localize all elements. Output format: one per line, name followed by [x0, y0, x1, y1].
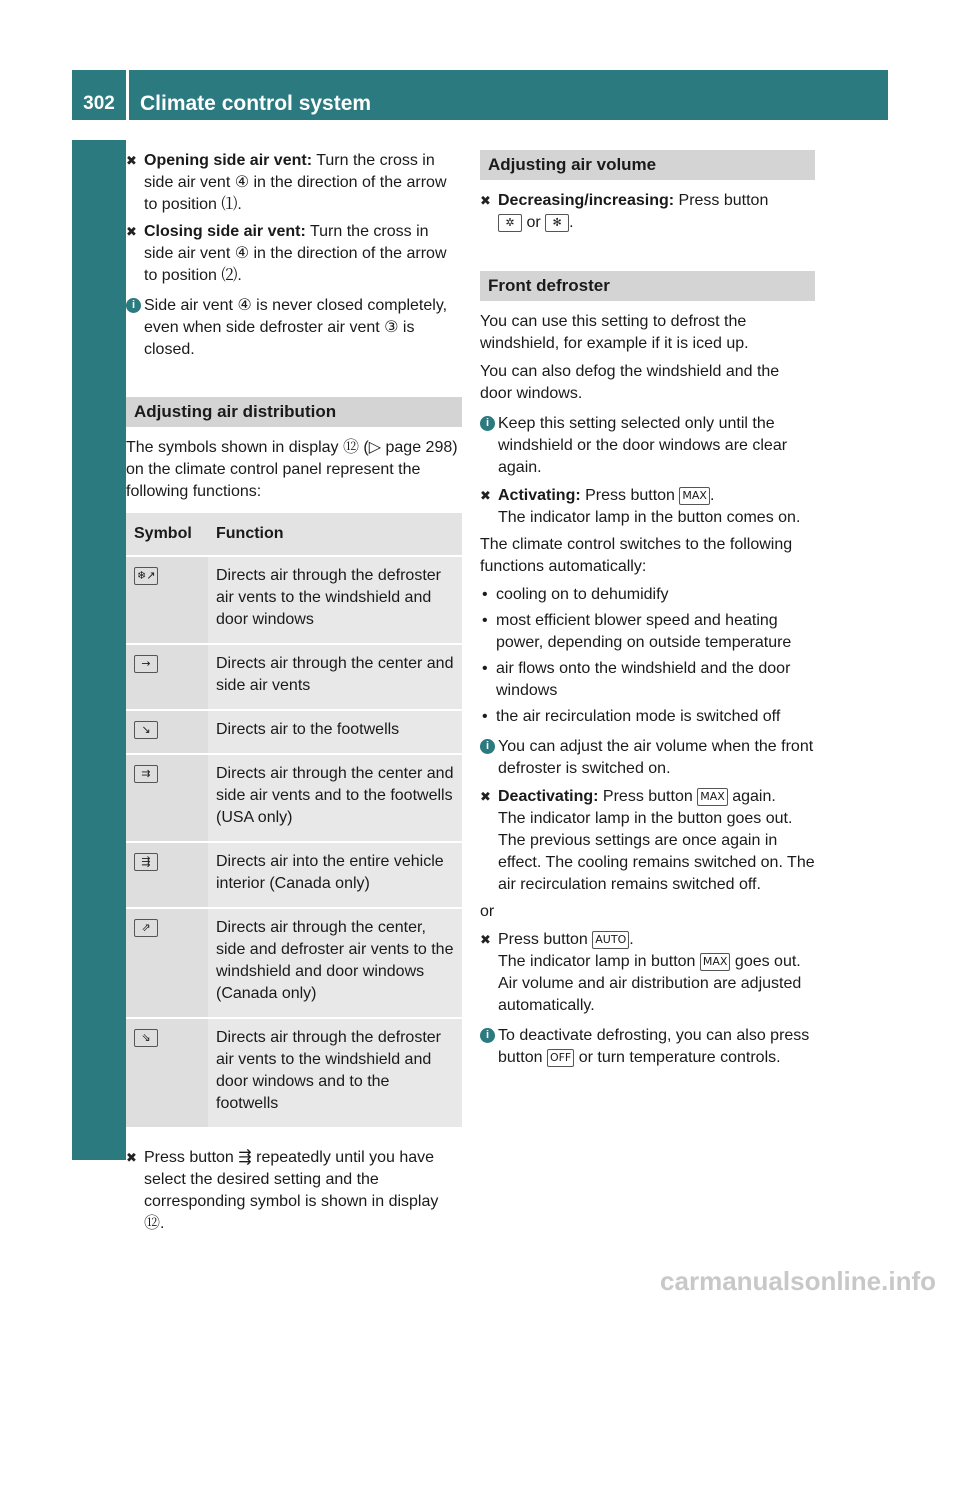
table-row	[126, 645, 462, 709]
step-arrow-icon: ✖	[480, 932, 491, 947]
info-text: or turn temperature controls.	[574, 1049, 781, 1066]
symbol-cell	[126, 557, 208, 643]
table-header-symbol: Symbol	[126, 513, 208, 555]
function-cell: Directs air through the center, side and defroster air vents to the windshield and door windows (Canada only)	[208, 909, 462, 1017]
list-item	[480, 706, 815, 728]
table-row	[126, 843, 462, 907]
section-heading-air-volume: Adjusting air volume	[480, 150, 815, 180]
step-auto: ✖ Press button AUTO . The indicator lamp in button MAX goes out. Air volume and air distribution are adjusted automatically.	[480, 931, 802, 1014]
list-item-text: cooling on to dehumidify	[496, 586, 669, 603]
symbol-cell	[126, 755, 208, 841]
info-note	[480, 1025, 815, 1069]
air-distribution-icon: ⇉	[134, 765, 158, 783]
auto-button-icon: AUTO	[592, 931, 629, 949]
off-button-icon: OFF	[547, 1049, 574, 1067]
step-text: again.	[727, 788, 776, 805]
or-text: or	[526, 214, 541, 231]
air-distribution-icon: ⇗	[134, 919, 158, 937]
side-tab-label: Controls in detail	[86, 1332, 111, 1512]
step-subtext: The indicator lamp in the button goes out. The previous settings are once again in effect. The cooling remains switched on. The air recirculation remains switched off.	[498, 810, 815, 893]
paragraph: You can use this setting to defrost the windshield, for example if it is iced up.	[480, 313, 749, 352]
table-row	[126, 1019, 462, 1127]
list-item-text: air flows onto the windshield and the door windows	[496, 660, 791, 699]
step-bold: Closing side air vent:	[144, 223, 306, 240]
step-arrow-icon: ✖	[126, 153, 137, 168]
info-note	[480, 736, 815, 780]
symbol-cell	[126, 843, 208, 907]
table-header-function: Function	[208, 513, 462, 555]
info-icon: i	[480, 739, 495, 754]
air-distribution-icon: ⇘	[134, 1029, 158, 1047]
info-note	[480, 413, 815, 479]
step-bold: Decreasing/increasing:	[498, 192, 675, 209]
function-cell: Directs air to the footwells	[208, 711, 462, 753]
info-text: To deactivate defrosting, you can also press button	[498, 1027, 810, 1066]
table-header-row	[126, 513, 462, 555]
page-title: Climate control system	[140, 92, 372, 115]
table-row	[126, 711, 462, 753]
step-text: Press button	[598, 788, 693, 805]
step-arrow-icon: ✖	[480, 488, 491, 503]
step-press-distribution	[126, 1147, 462, 1235]
step-text: Press button	[580, 487, 675, 504]
air-distribution-icon: ⇶	[134, 853, 158, 871]
defrost-max-icon: MAX	[679, 487, 710, 505]
list-item-text: the air recirculation mode is switched off	[496, 708, 781, 725]
section-heading-front-defroster: Front defroster	[480, 271, 815, 301]
step-text: Turn the cross in side air vent ④ in the direction of the arrow to position ⑵.	[144, 223, 447, 284]
step-deactivating	[480, 786, 815, 896]
paragraph: You can also defog the windshield and the door windows.	[480, 363, 780, 402]
step-activating: ✖ Activating: Press button MAX . The indicator lamp in the button comes on.	[480, 487, 801, 526]
step-bold: Opening side air vent:	[144, 152, 313, 169]
function-cell: Directs air through the center and side air vents and to the footwells (USA only)	[208, 755, 462, 841]
step-volume: ✖ Decreasing/increasing: Press button ✲ or ✻ .	[480, 192, 769, 231]
bullet-icon: •	[482, 612, 488, 629]
intro-paragraph: The symbols shown in display ⑫ (▷ page 298) on the climate control panel represent the following functions:	[126, 439, 458, 500]
side-tab	[72, 140, 126, 1512]
defrost-max-icon: MAX	[697, 788, 728, 806]
list-item	[480, 584, 815, 606]
function-cell: Directs air through the center and side air vents	[208, 645, 462, 709]
info-text: You can adjust the air volume when the front defroster is switched on.	[498, 738, 814, 777]
fan-decrease-icon: ✲	[498, 214, 522, 232]
left-column	[126, 150, 462, 1240]
header-divider	[126, 70, 129, 120]
bullet-icon: •	[482, 660, 488, 677]
step-text: Press button ⇶ repeatedly until you have select the desired setting and the corresponding symbol is shown in display ⑫.	[144, 1149, 439, 1232]
step-subtext: The indicator lamp in the button comes on.	[498, 509, 801, 526]
list-item	[480, 610, 815, 654]
table-row	[126, 909, 462, 1017]
symbol-cell	[126, 909, 208, 1017]
symbol-table	[126, 511, 462, 1129]
air-distribution-icon: ❄↗	[134, 567, 158, 585]
table-row	[126, 557, 462, 643]
step-arrow-icon: ✖	[126, 224, 137, 239]
or-text: or	[480, 903, 495, 920]
step-subtext: goes out. Air volume and air distribution are adjusted automatically.	[498, 953, 802, 1014]
step-text: Press button	[674, 192, 769, 209]
table-row	[126, 755, 462, 841]
info-text: Side air vent ④ is never closed completely, even when side defroster air vent ③ is closed.	[144, 297, 448, 358]
step-arrow-icon: ✖	[480, 193, 491, 208]
step-arrow-icon: ✖	[480, 789, 491, 804]
symbol-cell	[126, 645, 208, 709]
step-subtext: The indicator lamp in button	[498, 953, 696, 970]
step-arrow-icon: ✖	[126, 1150, 137, 1165]
symbol-cell	[126, 1019, 208, 1127]
defrost-max-icon: MAX	[700, 953, 731, 971]
info-icon: i	[126, 298, 141, 313]
list-item-text: most efficient blower speed and heating power, depending on outside temperature	[496, 612, 792, 651]
bullet-icon: •	[482, 708, 488, 725]
symbol-cell	[126, 711, 208, 753]
step-bold: Deactivating:	[498, 788, 599, 805]
page-number: 302	[83, 93, 115, 114]
info-note	[126, 295, 462, 361]
air-distribution-icon: →	[134, 655, 158, 673]
right-column	[480, 150, 815, 1075]
paragraph: The climate control switches to the following functions automatically:	[480, 536, 793, 575]
section-heading-air-distribution: Adjusting air distribution	[126, 397, 462, 427]
fan-increase-icon: ✻	[545, 214, 569, 232]
function-cell: Directs air through the defroster air vents to the windshield and door windows	[208, 557, 462, 643]
info-icon: i	[480, 416, 495, 431]
air-distribution-icon: ↘	[134, 721, 158, 739]
info-text: Keep this setting selected only until the windshield or the door windows are clear again.	[498, 415, 788, 476]
info-icon: i	[480, 1028, 495, 1043]
function-cell: Directs air into the entire vehicle interior (Canada only)	[208, 843, 462, 907]
bullet-icon: •	[482, 586, 488, 603]
step-opening-vent	[126, 150, 462, 216]
step-text: Turn the cross in side air vent ④ in the direction of the arrow to position ⑴.	[144, 152, 447, 213]
step-text: Press button	[498, 931, 588, 948]
list-item	[480, 658, 815, 702]
step-bold: Activating:	[498, 487, 581, 504]
step-closing-vent	[126, 221, 462, 287]
watermark: carmanualsonline.info	[660, 1266, 936, 1296]
function-cell: Directs air through the defroster air vents to the windshield and door windows and to the footwells	[208, 1019, 462, 1127]
